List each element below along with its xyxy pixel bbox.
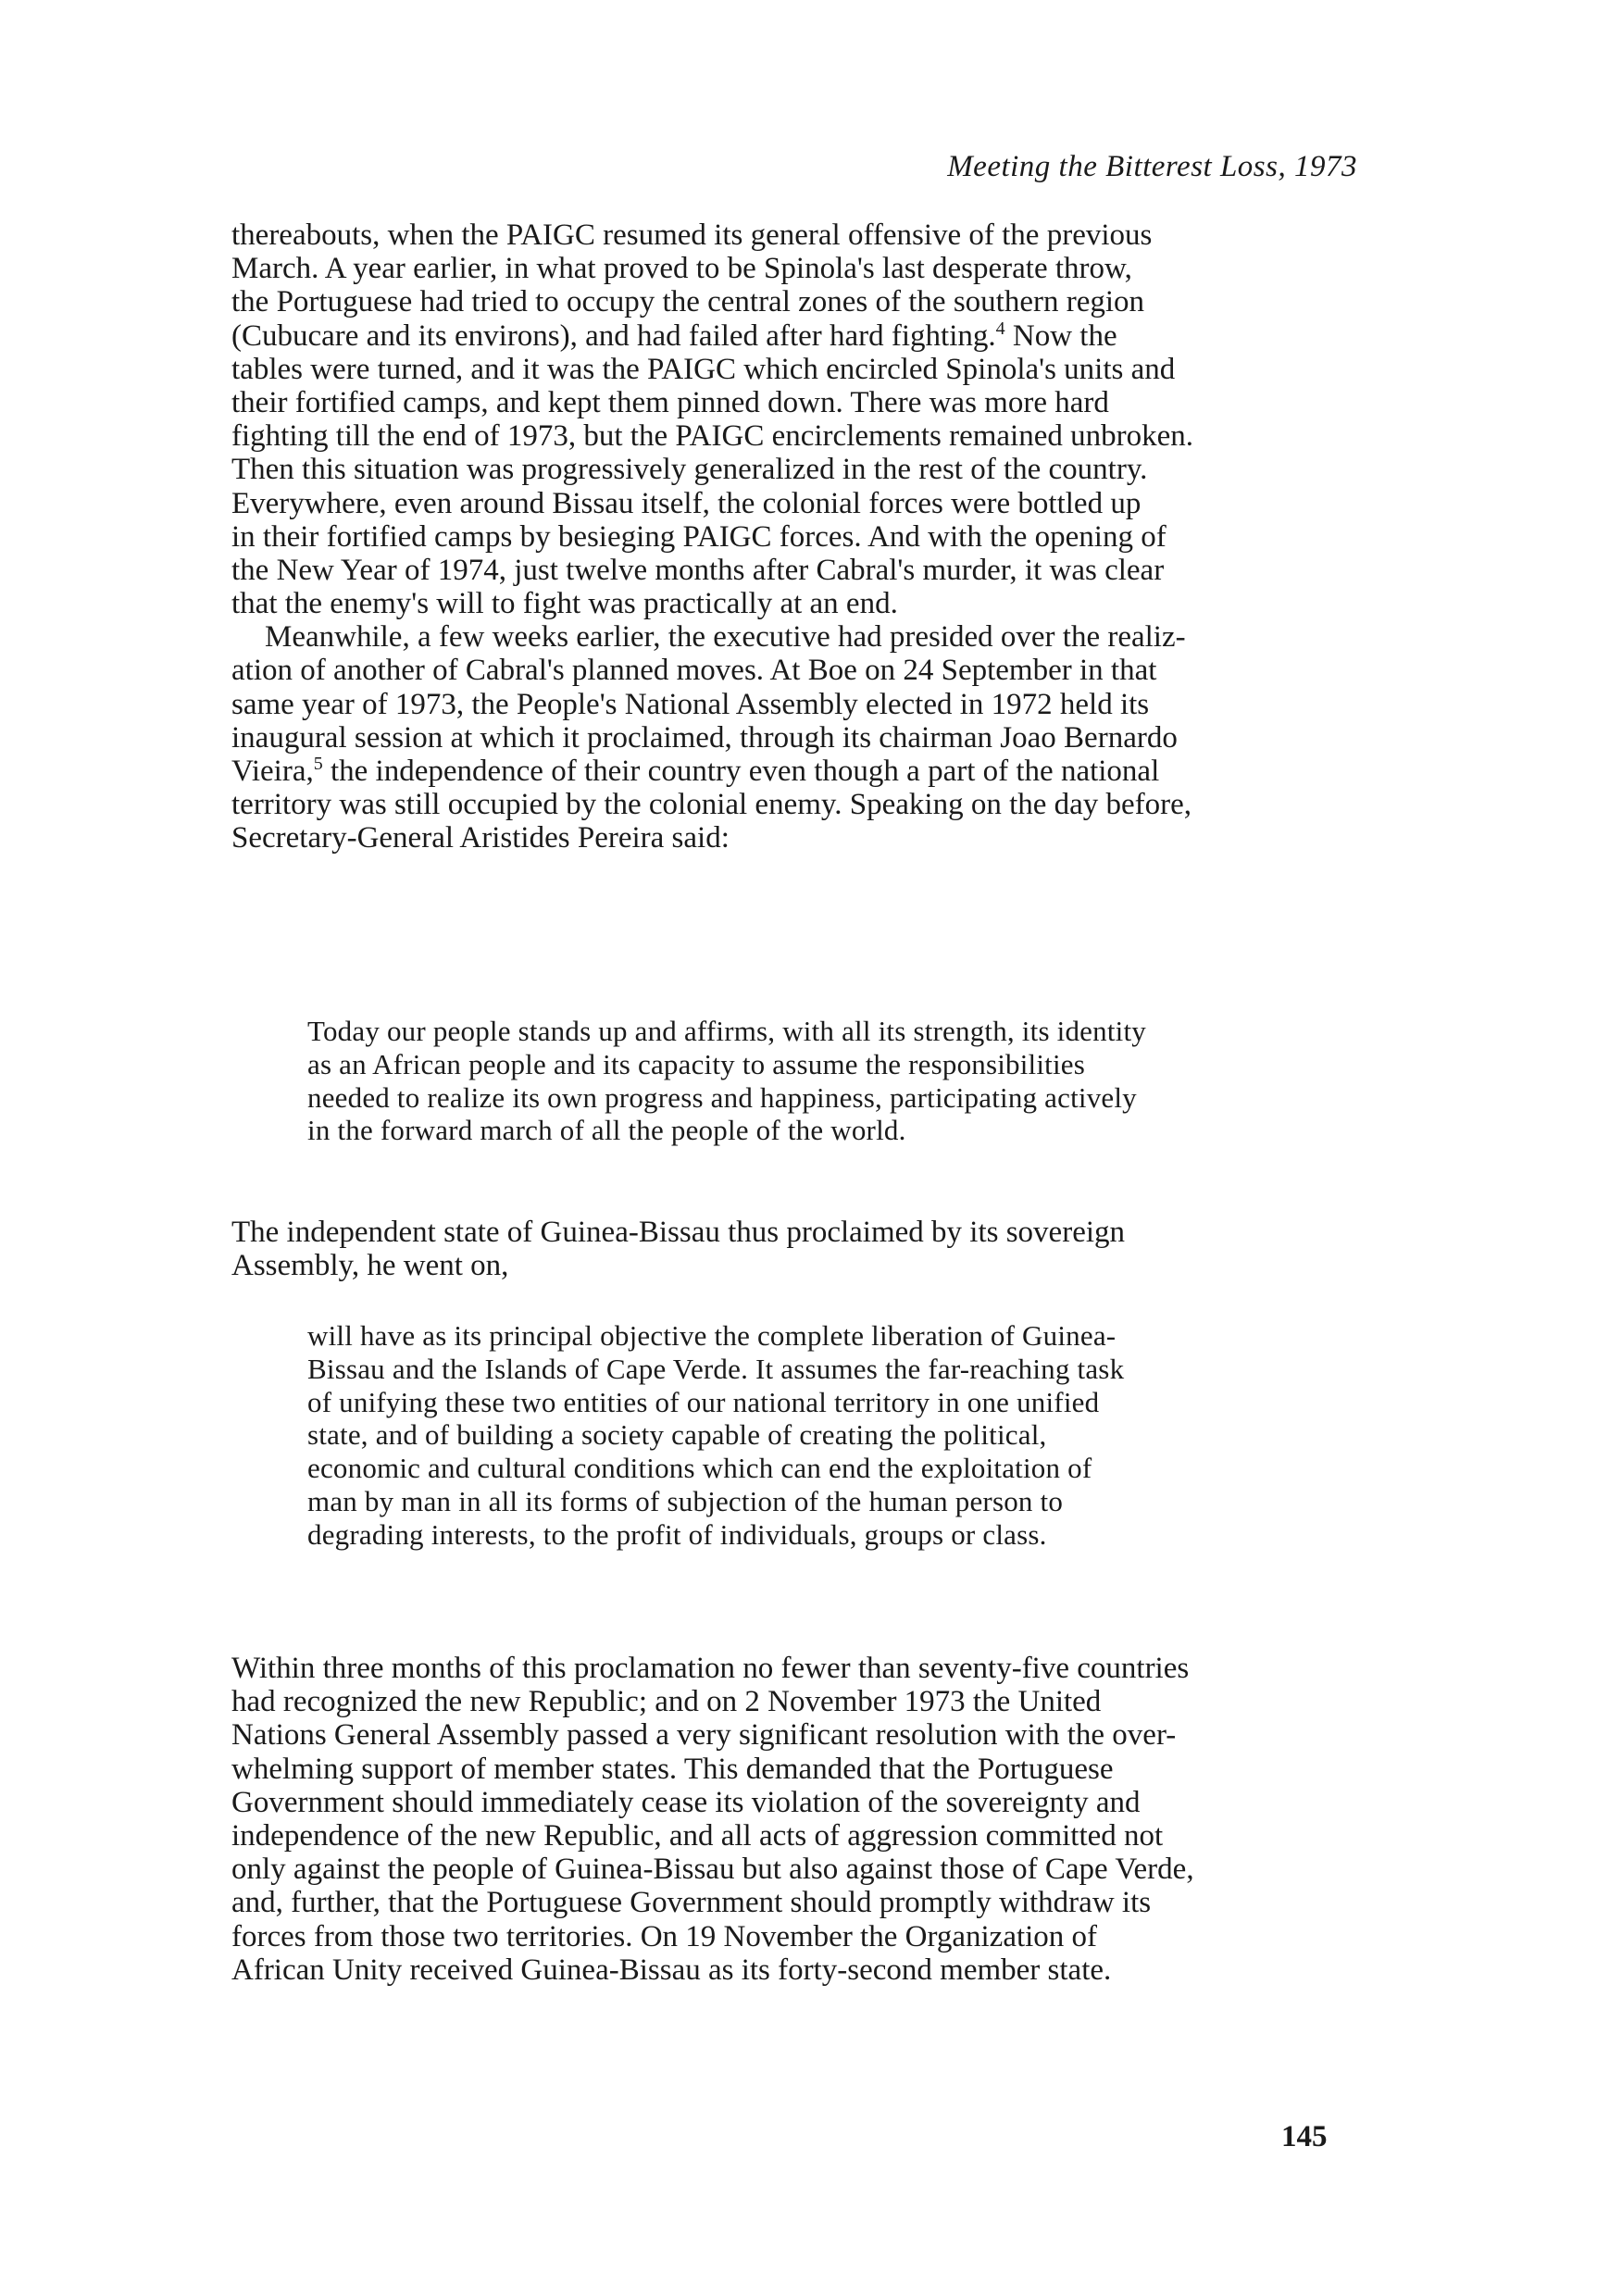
- text-line: independence of the new Republic, and all acts of aggression committed not: [231, 1818, 1164, 1853]
- running-head: Meeting the Bitterest Loss, 1973: [947, 150, 1357, 183]
- text-line-tail: the independence of their country even though a part of the national: [322, 755, 1160, 788]
- text-line: [231, 319, 1361, 353]
- block-quote-2: [307, 1319, 1363, 1552]
- text-line: [231, 755, 1361, 788]
- footnote-marker-5: 5: [313, 754, 323, 774]
- quote-line: as an African people and its capacity to assume the responsibilities: [307, 1047, 1086, 1080]
- text-line: and, further, that the Portuguese Government should promptly withdraw its: [231, 1886, 1152, 1920]
- text-line: Then this situation was progressively generalized in the rest of the country.: [231, 453, 1148, 487]
- text-line-tail: Now the: [1004, 318, 1117, 353]
- text-line: Everywhere, even around Bissau itself, the colonial forces were bottled up: [231, 486, 1142, 520]
- text-line: March. A year earlier, in what proved to be Spinola's last desperate throw,: [231, 252, 1132, 286]
- text-line: Nations General Assembly passed a very significant resolution with the over-: [231, 1718, 1177, 1753]
- text-line: in their fortified camps by besieging PAIGC forces. And with the opening of: [231, 519, 1167, 554]
- text-line: that the enemy's will to fight was practically at an end.: [231, 587, 898, 621]
- text-line: the Portuguese had tried to occupy the central zones of the southern region: [231, 285, 1145, 319]
- quote-line: economic and cultural conditions which can end the exploitation of: [307, 1452, 1092, 1485]
- text-line: the New Year of 1974, just twelve months after Cabral's murder, it was clear: [231, 553, 1165, 587]
- text-line: forces from those two territories. On 19 November the Organization of: [231, 1919, 1098, 1953]
- text-line: had recognized the new Republic; and on 2 November 1973 the United: [231, 1685, 1102, 1719]
- text-line: their fortified camps, and kept them pinned down. There was more hard: [231, 385, 1109, 419]
- text-line: Government should immediately cease its violation of the sovereignty and: [231, 1785, 1141, 1819]
- text-line: whelming support of member states. This demanded that the Portuguese: [231, 1752, 1114, 1786]
- text-line: Assembly, he went on,: [231, 1249, 509, 1283]
- text-line: territory was still occupied by the colonial enemy. Speaking on the day before,: [231, 788, 1192, 822]
- text-line: inaugural session at which it proclaimed, through its chairman Joao Bernardo: [231, 720, 1178, 755]
- block-quote-1: [307, 1015, 1363, 1147]
- text-line-start: (Cubucare and its environs), and had failed after hard fighting.: [231, 318, 996, 353]
- quote-line: of unifying these two entities of our national territory in one unified: [307, 1385, 1100, 1418]
- text-line: ation of another of Cabral's planned moves. At Boe on 24 September in that: [231, 654, 1157, 688]
- quote-line: in the forward march of all the people of the world.: [307, 1114, 906, 1147]
- paragraph-3: [231, 1216, 1361, 1282]
- text-line-start: Vieira,: [231, 755, 314, 788]
- text-line: African Unity received Guinea-Bissau as its forty-second member state.: [231, 1953, 1112, 1987]
- quote-line: Bissau and the Islands of Cape Verde. It assumes the far-reaching task: [307, 1352, 1125, 1385]
- paragraph-4: [231, 1652, 1361, 1987]
- quote-line: degrading interests, to the profit of individuals, groups or class.: [307, 1517, 1047, 1551]
- quote-line: state, and of building a society capable of creating the political,: [307, 1418, 1047, 1452]
- quote-line: man by man in all its forms of subjection of the human person to: [307, 1484, 1064, 1517]
- text-line: Meanwhile, a few weeks earlier, the executive had presided over the realiz-: [265, 620, 1186, 655]
- page-number: 145: [1281, 2120, 1328, 2153]
- quote-line: Today our people stands up and affirms, with all its strength, its identity: [307, 1015, 1146, 1047]
- text-line: Within three months of this proclamation no fewer than seventy-five countries: [231, 1652, 1190, 1685]
- quote-line: will have as its principal objective the complete liberation of Guinea-: [307, 1319, 1117, 1352]
- text-line: The independent state of Guinea-Bissau thus proclaimed by its sovereign: [231, 1216, 1126, 1249]
- footnote-marker-4: 4: [995, 318, 1005, 339]
- text-line: only against the people of Guinea-Bissau but also against those of Cape Verde,: [231, 1853, 1194, 1887]
- paragraph-1: [231, 218, 1361, 855]
- text-line: same year of 1973, the People's National Assembly elected in 1972 held its: [231, 687, 1150, 721]
- text-line: tables were turned, and it was the PAIGC which encircled Spinola's units and: [231, 352, 1176, 386]
- text-line: thereabouts, when the PAIGC resumed its general offensive of the previous: [231, 218, 1153, 252]
- quote-line: needed to realize its own progress and happiness, participating actively: [307, 1080, 1137, 1114]
- text-line: Secretary-General Aristides Pereira said:: [231, 821, 730, 855]
- text-line: fighting till the end of 1973, but the PAIGC encirclements remained unbroken.: [231, 419, 1193, 454]
